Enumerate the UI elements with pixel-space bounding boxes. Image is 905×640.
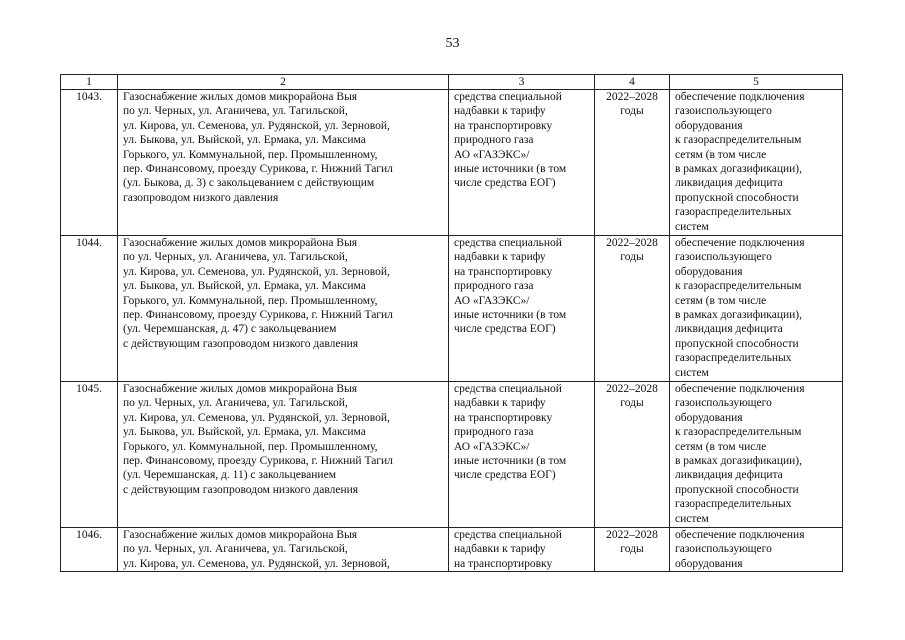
column-header-1: 1 bbox=[61, 75, 118, 90]
table-row bbox=[61, 236, 843, 382]
object-name: Газоснабжение жилых домов микрорайона Выя по ул. Черных, ул. Аганичева, ул. Тагильской, ул. Кирова, ул. Семенова, ул. Рудянской, ул. Зерновой, ул. Быкова, ул. Выйской, ул. Ермака, ул. Максима Горького, ул. Коммунальной, пер. Промышленному, пер. Финансовому, проезду Сурикова, г. Нижний Тагил (ул. Черемшанская, д. 47) с закольцеванием с действующим газопроводом низкого давления bbox=[118, 236, 449, 382]
object-name: Газоснабжение жилых домов микрорайона Выя по ул. Черных, ул. Аганичева, ул. Тагильской, ул. Кирова, ул. Семенова, ул. Рудянской, ул. Зерновой, ул. Быкова, ул. Выйской, ул. Ермака, ул. Максима Горького, ул. Коммунальной, пер. Промышленному, пер. Финансовому, проезду Сурикова, г. Нижний Тагил (ул. Черемшанская, д. 11) с закольцеванием с действующим газопроводом низкого давления bbox=[118, 382, 449, 528]
row-number: 1044. bbox=[61, 236, 118, 382]
funding-source: средства специальной надбавки к тарифу на транспортировку природного газа АО «ГАЗЭКС»/ иные источники (в том числе средства ЕОГ) bbox=[449, 236, 595, 382]
column-header-2: 2 bbox=[118, 75, 449, 90]
table-row bbox=[61, 90, 843, 236]
measures-table bbox=[60, 74, 843, 572]
implementation-period: 2022–2028 годы bbox=[595, 382, 670, 528]
table-row bbox=[61, 528, 843, 572]
expected-result: обеспечение подключения газоиспользующего оборудования к газораспределительным сетям (в том числе в рамках догазификации), ликвидация дефицита пропускной способности газораспределительных систем bbox=[670, 382, 843, 528]
funding-source: средства специальной надбавки к тарифу на транспортировку природного газа АО «ГАЗЭКС»/ иные источники (в том числе средства ЕОГ) bbox=[449, 382, 595, 528]
page-number: 53 bbox=[445, 36, 460, 51]
column-header-4: 4 bbox=[595, 75, 670, 90]
column-header-5: 5 bbox=[670, 75, 843, 90]
column-header-3: 3 bbox=[449, 75, 595, 90]
expected-result: обеспечение подключения газоиспользующего оборудования к газораспределительным сетям (в том числе в рамках догазификации), ликвидация дефицита пропускной способности газораспределительных систем bbox=[670, 90, 843, 236]
funding-source: средства специальной надбавки к тарифу на транспортировку природного газа АО «ГАЗЭКС»/ иные источники (в том числе средства ЕОГ) bbox=[449, 90, 595, 236]
header-row bbox=[61, 75, 843, 90]
implementation-period: 2022–2028 годы bbox=[595, 236, 670, 382]
expected-result: обеспечение подключения газоиспользующего оборудования к газораспределительным сетям (в том числе в рамках догазификации), ликвидация дефицита пропускной способности газораспределительных систем bbox=[670, 236, 843, 382]
object-name: Газоснабжение жилых домов микрорайона Выя по ул. Черных, ул. Аганичева, ул. Тагильской, ул. Кирова, ул. Семенова, ул. Рудянской, ул. Зерновой, ул. Быкова, ул. Выйской, ул. Ермака, ул. Максима Горького, ул. Коммунальной, пер. Промышленному, пер. Финансовому, проезду Сурикова, г. Нижний Тагил (ул. Быкова, д. 3) с закольцеванием с действующим газопроводом низкого давления bbox=[118, 90, 449, 236]
row-number: 1046. bbox=[61, 528, 118, 572]
row-number: 1045. bbox=[61, 382, 118, 528]
implementation-period: 2022–2028 годы bbox=[595, 90, 670, 236]
funding-source: средства специальной надбавки к тарифу на транспортировку bbox=[449, 528, 595, 572]
object-name: Газоснабжение жилых домов микрорайона Выя по ул. Черных, ул. Аганичева, ул. Тагильской, ул. Кирова, ул. Семенова, ул. Рудянской, ул. Зерновой, bbox=[118, 528, 449, 572]
implementation-period: 2022–2028 годы bbox=[595, 528, 670, 572]
expected-result: обеспечение подключения газоиспользующего оборудования bbox=[670, 528, 843, 572]
table-row bbox=[61, 382, 843, 528]
row-number: 1043. bbox=[61, 90, 118, 236]
